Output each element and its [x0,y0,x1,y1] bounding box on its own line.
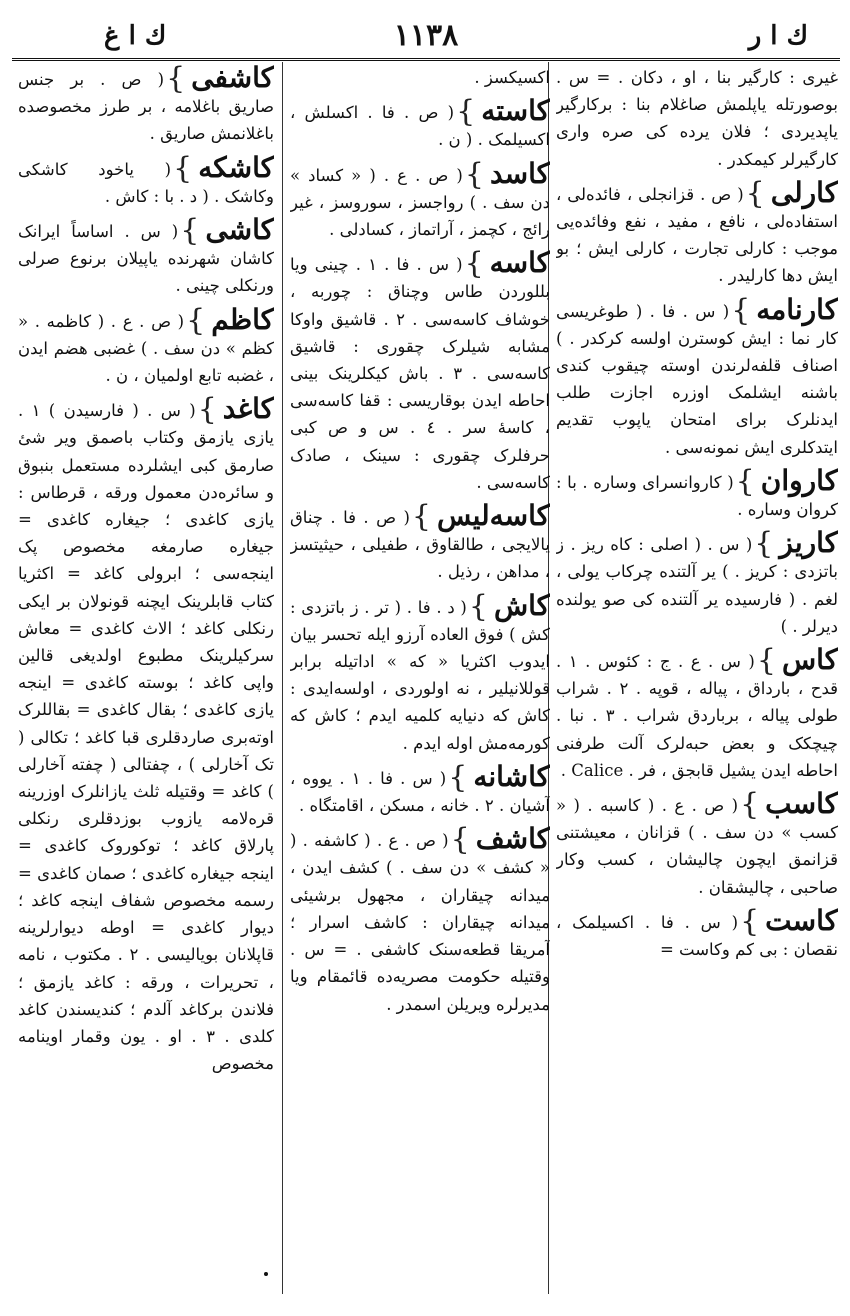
dictionary-entry [18,392,274,1077]
brace-glyph: } [186,302,206,338]
entry-headword: کاشانه [473,759,550,793]
brace-glyph: } [731,292,751,328]
brace-glyph: } [756,643,776,679]
entry-definition: ( س . ( اصلی : کاه ریز . ز باتزدی : کریز . ) یر آلتنده چرکاب یولی ، لغم . ( فارسیده یر آلتنده کی صو یولنده دیرلر . ) [556,535,838,636]
entry-definition: ( س . فا . ۱ . چینی ویا بللوردن طاس وچناق : چوربه ، خوشاف کاسه‌سی . ۲ . قاشیق واوکا مشابه شیلرک چقوری : قاشیق کاسه‌سی . ۳ . باش کیکلرینک بینی احاطه ایدن بوقاریسی : قفا کاسه‌سی ، کاسهٔ سر . ٤ . س و ص کبی حرفلرک چقوری : سینک ، صادک کاسه‌سی . [290,255,550,492]
entry-headword: کاش [493,588,550,622]
entry-definition: غیری : کارگیر بنا ، او ، دکان . = س . بوصورتله یاپلمش صاغلام بنا : برکارگیر یاپدیردی ؛ فلان یرده کی صره واری کارگیرلر کیمکدر . [556,68,838,169]
column-divider [282,62,283,1294]
entry-headword: کاسه‌لیس [436,499,550,533]
entry-definition: ( د . فا . ( تر . ز باتزدی : کش ) فوق العاده آرزو ایله تحسر بیان ایدوب اکثریا « که » اداتیله برابر قوللانیلیر ، نه اولوردی ، اولسه‌ایدی : کاش که دنیایه کلمیه ایدم ؛ کاش که کورمه‌مش اوله ایدم . [290,597,550,753]
entry-definition: ( کاروانسرای وساره . با : کروان وساره . [556,472,838,520]
entry-headword: کارنامه [756,292,838,326]
header-right-letters: ك ا ر [748,21,808,51]
dictionary-entry [290,156,550,244]
brace-glyph: } [735,463,755,499]
dictionary-entry [556,463,838,523]
dictionary-entry [18,150,274,210]
brace-glyph: } [745,175,765,211]
dictionary-entry [290,246,550,496]
entry-definition: ( س . ع . ج : کئوس . ۱ . قدح ، بارداق ، پیاله ، قوپه . ۲ . شراب طولی پیاله ، برباردق شراب . ۳ . نبا . چیچکک و بعض حبه‌لرک آلت طرفنی احاطه ایدن یشیل قابجق ، فر . Calice . [556,652,838,780]
dictionary-entry [18,64,274,148]
page-number: ١١٣٨ [393,18,459,53]
brace-glyph: } [448,759,468,795]
brace-glyph: } [450,822,470,858]
entry-definition: اکسیکسز . [474,68,550,87]
entry-headword: کاشکه [198,150,274,184]
dictionary-entry [18,213,274,300]
brace-glyph: } [464,156,484,192]
dictionary-entry [290,588,550,757]
brace-glyph: } [464,246,484,282]
dictionary-entry [556,526,838,640]
dictionary-entry [18,302,274,390]
entry-headword: کاسه [489,246,550,280]
brace-glyph: } [180,213,200,249]
entry-definition: ( ص . فا . اکسلش ، اکسیلمک . ( ن . [290,103,550,150]
dictionary-entry [556,64,838,173]
entry-headword: کارلی [770,175,838,209]
brace-glyph: } [468,588,488,624]
entry-definition: ( ص . بر جنس صاریق باغلامه ، بر طرز مخصوصده باغلانمش صاریق . [18,70,274,144]
dictionary-entry [556,787,838,901]
entry-headword: کاسد [489,156,550,190]
brace-glyph: } [411,499,431,535]
entry-definition: ( ص . ع . ( « کساد » دن سف . ) رواجسز ، سوروسز ، غیر رائج ، کچمز ، آراتماز ، کسادلی . [290,165,550,240]
header-left-letters: ك ا غ [104,21,167,51]
entry-definition: ( ص . فا . چناق یالایجی ، طالقاوق ، طفیلی ، حیثیتسز ، مداهن ، رذیل . [290,508,550,582]
dictionary-entry [290,822,550,1017]
entry-headword: کاشی [205,213,274,247]
dictionary-entry [290,94,550,153]
dictionary-entry [556,903,838,963]
print-speck [264,1272,268,1276]
dictionary-entry [556,175,838,290]
entry-definition: ( ص . ع . ( کاشفه . ( « کشف » دن سف . ) کشف ایدن ، میدانه چیقاران ، مجهول برشیئی میدانه چیقاران : کاشف اسرار ؛ آمریقا قطعه‌سنک کاشفی . = س . وقتیله حکومت مصریه‌ده قائمقام ویا مدیرلره ویریلن اسمدر . [290,831,550,1014]
brace-glyph: } [173,150,193,186]
brace-glyph: } [166,64,186,96]
dictionary-entry [556,292,838,461]
column-left [18,64,274,1296]
dictionary-entry [290,499,550,586]
dictionary-entry [290,64,550,91]
entry-definition: ( س . فا . اکسیلمک ، نقصان : بی کم وکاست = [556,912,838,960]
entry-definition: ( یاخود کاشکی وکاشک . ( د . با : کاش . [18,159,274,206]
entry-definition: ( س . اساساً ایرانک کاشان شهرنده یاپیلان برنوع صرلی ورنکلی چینی . [18,222,274,296]
column-middle [290,64,550,1296]
entry-definition: ( س . ( فارسیدن ) ۱ . یازی یازمق وکتاب باصمق ویر شئ صارمق کبی ایشلرده مستعمل بنبوق و سائره‌دن معمول ورقه ، قرطاس : یازی کاغدی ؛ جیغاره کاغدی = جیغاره صارمغه مخصوص پک اینجه‌سی ؛ ابرولی کاغد = اکثریا کتاب قابلرینک ایچنه قونولان بر ایکی رنکلی کاغد ؛ الاث کاغدی = معاش سرکیلرینک مطبوع اولدیغی قالین واپی کاغد ؛ بوسته کاغدی = اینجه یازی کاغدی ؛ بقال کاغدی = بقاللرک اوته‌بری صاردقلری قبا کاغد ؛ تکالی ( تک آخارلی ) ، چفتالی ( چفته آخارلی ) کاغد = وقتیله ثلث یازانلرک اوزرینه قره‌لامه یازوب بوزدقلری رنکلی پارلاق کاغد ؛ توکوروک کاغدی = اینجه جیغاره کاغدی ؛ صمان کاغدی = رسمه مخصوص شفاف اینجه کاغد ؛ دیوار کاغدی = اوطه دیوارلرینه قاپلانان بویالیسی . ۲ . مکتوب ، نامه ، تحریرات ، ورقه : کاغد یازمق ؛ فلاندن برکاغد آلدم ؛ کندیسندن کاغد کلدی . ۳ . او . یون وقمار اوینامه مخصوص [18,401,274,1074]
entry-definition: ( س . فا . ( طوغریسی کار نما : ایش کوسترن اولسه کرکدر . ) اصناف قلفه‌لرندن اوسته چیقوب کندی باشنه ایشلمک اوزره اجازت طلب ایدنلرک برای امتحان یاپوب تقدیم ایتدکلری ایش نمونه‌سی . [556,301,838,457]
column-right [556,64,838,1296]
entry-headword: کاست [765,903,838,937]
entry-headword: کاشف [475,822,550,856]
page-header [14,16,838,64]
entry-definition: ( ص . ع . ( کاسبه . ( « کسب » دن سف . ) قزانان ، معیشتنی قزانمق ایچون چالیشان ، کسب وکار صاحبی ، چالیشقان . [556,796,838,897]
entry-headword: کاغد [222,392,274,426]
entry-definition: ( ص . قزانجلی ، فائده‌لی ، استفاده‌لی ، نافع ، مفید ، نفع وفائده‌یی موجب : کارلی تجارت ، کارلی ایش ؛ بو ایش دها کارلیدر . [556,184,838,286]
entry-headword: کاریز [779,526,838,560]
brace-glyph: } [740,903,760,939]
entry-definition: ( ص . ع . ( کاظمه . « کظم » دن سف . ) غضبی هضم ایدن ، غضبه تابع اولمیان ، ن . [18,311,274,386]
entry-headword: کاس [781,643,838,677]
entry-headword: کاشفی [191,64,274,94]
brace-glyph: } [740,787,760,823]
brace-glyph: } [456,94,476,130]
entry-headword: کاظم [211,302,274,336]
entry-headword: کاسب [765,787,838,821]
entry-headword: کاسته [481,94,550,128]
dictionary-entry [556,643,838,784]
dictionary-entry [290,759,550,819]
header-rule [12,58,840,61]
entry-definition: ( س . فا . ۱ . یووه ، آشیان . ۲ . خانه ، مسکن ، اقامتگاه . [290,768,550,816]
brace-glyph: } [754,526,774,562]
entry-headword: کاروان [760,463,838,497]
brace-glyph: } [197,392,217,428]
